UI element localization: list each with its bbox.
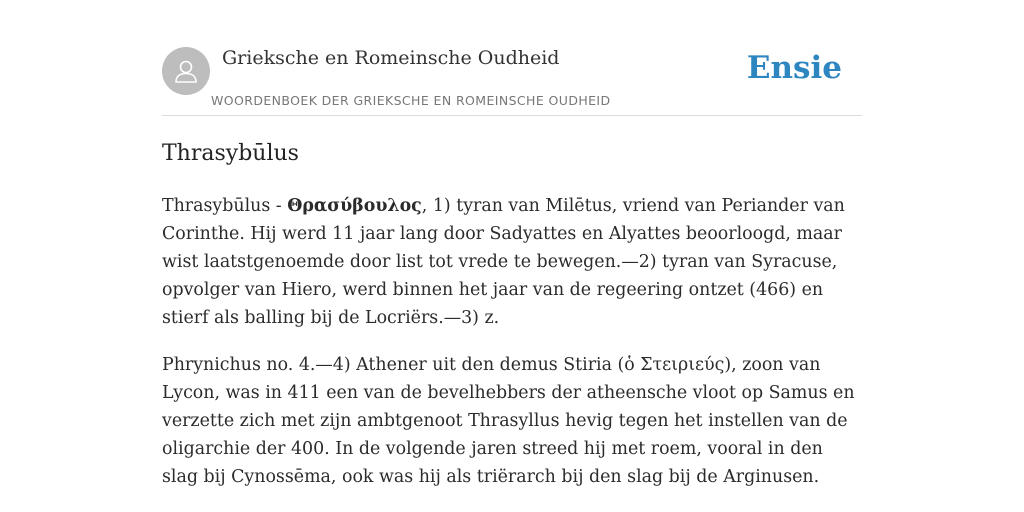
headword-separator: - xyxy=(270,196,288,216)
header-divider xyxy=(162,115,862,116)
page-title: Thrasybūlus xyxy=(162,141,299,166)
site-subtitle: WOORDENBOEK DER GRIEKSCHE EN ROMEINSCHE OUDHEID xyxy=(211,93,611,108)
greek-term: Θρασύβουλος xyxy=(287,196,422,216)
user-icon xyxy=(172,57,200,85)
site-title[interactable]: Grieksche en Romeinsche Oudheid xyxy=(222,47,560,69)
headword: Thrasybūlus xyxy=(162,196,271,216)
article-paragraph-1 xyxy=(162,192,862,332)
site-header xyxy=(162,46,862,116)
paragraph-1-text: , 1) tyran van Milētus, vriend van Periander van Corinthe. Hij werd 11 jaar lang door Sadyattes en Alyattes beoorloogd, maar wist laatstgenoemde door list tot vrede te bewegen.—2) tyran van Syracuse, opvolger van Hiero, werd binnen het jaar van de regeering ontzet (466) en stierf als balling bij de Locriërs.—3) z. xyxy=(162,196,845,328)
article-body xyxy=(162,192,862,510)
article-paragraph-2: Phrynichus no. 4.—4) Athener uit den demus Stiria (ὁ Στειριεύς), zoon van Lycon, was in 411 een van de bevelhebbers der atheensche vloot op Samus en verzette zich met zijn ambtgenoot Thrasyllus hevig tegen het instellen van de oligarchie der 400. In de volgende jaren streed hij met roem, vooral in den slag bij Cynossēma, ook was hij als triërarch bij den slag bij de Arginusen. xyxy=(162,355,855,487)
ensie-logo[interactable]: Ensie xyxy=(746,50,842,86)
avatar[interactable] xyxy=(162,47,210,95)
